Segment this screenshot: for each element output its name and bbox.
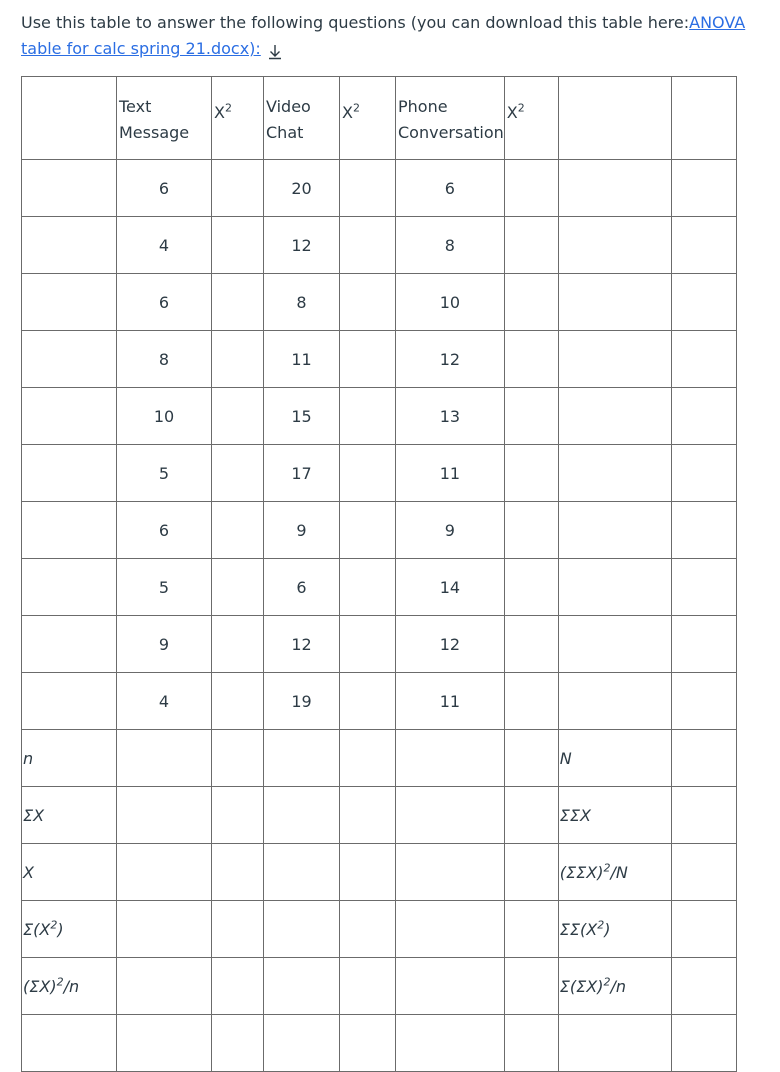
label-sum-sum-x: ΣΣX — [558, 787, 671, 844]
phone-conversation-value: 6 — [396, 160, 505, 217]
phone-conversation-value: 14 — [396, 559, 505, 616]
video-chat-value: 8 — [264, 274, 340, 331]
header-empty-cell — [558, 77, 671, 160]
summary-row-sq-sum — [22, 958, 737, 1015]
table-row — [22, 217, 737, 274]
table-row — [22, 160, 737, 217]
text-message-value: 4 — [117, 217, 212, 274]
table-row — [22, 616, 737, 673]
video-chat-value: 6 — [264, 559, 340, 616]
table-row-partial — [22, 1015, 737, 1072]
header-phone-conversation: Phone Conversation — [396, 77, 505, 160]
label-sum-squared-sum-over-n: $\Sigma(\Sigma X)^2/n$ — [558, 958, 671, 1015]
video-chat-value: 12 — [264, 616, 340, 673]
label-sum-x: ΣX — [22, 787, 117, 844]
intro-paragraph — [21, 10, 776, 62]
summary-row-sum-x — [22, 787, 737, 844]
table-row — [22, 673, 737, 730]
header-row — [22, 77, 737, 160]
label-N: N — [558, 730, 671, 787]
video-chat-value: 15 — [264, 388, 340, 445]
header-video-chat: Video Chat — [264, 77, 340, 160]
phone-conversation-value: 11 — [396, 445, 505, 502]
phone-conversation-value: 9 — [396, 502, 505, 559]
text-message-value: 9 — [117, 616, 212, 673]
video-chat-value: 19 — [264, 673, 340, 730]
text-message-value: 4 — [117, 673, 212, 730]
label-squared-sum-over-n: $(\Sigma X)^2/n$ — [22, 958, 117, 1015]
video-chat-value: 20 — [264, 160, 340, 217]
label-mean-x: X — [22, 844, 117, 901]
header-text-message: Text Message — [117, 77, 212, 160]
video-chat-value: 11 — [264, 331, 340, 388]
text-message-value: 10 — [117, 388, 212, 445]
video-chat-value: 17 — [264, 445, 340, 502]
summary-row-mean — [22, 844, 737, 901]
video-chat-value: 12 — [264, 217, 340, 274]
label-sum-sum-x-squared: $\Sigma\Sigma(X^2)$ — [558, 901, 671, 958]
phone-conversation-value: 12 — [396, 331, 505, 388]
text-message-value: 8 — [117, 331, 212, 388]
label-sum-x-squared: $\Sigma(X^2)$ — [22, 901, 117, 958]
table-row — [22, 502, 737, 559]
table-row — [22, 331, 737, 388]
phone-conversation-value: 8 — [396, 217, 505, 274]
header-empty-cell — [671, 77, 736, 160]
text-message-value: 5 — [117, 559, 212, 616]
text-message-value: 6 — [117, 502, 212, 559]
label-n: n — [22, 730, 117, 787]
header-x2-phone: $X^2$ — [504, 77, 558, 160]
phone-conversation-value: 10 — [396, 274, 505, 331]
download-arrow-icon[interactable] — [267, 42, 283, 58]
intro-text: Use this table to answer the following questions (you can download this table here: — [21, 13, 690, 32]
anova-table — [21, 76, 737, 1072]
header-empty-cell — [22, 77, 117, 160]
phone-conversation-value: 12 — [396, 616, 505, 673]
table-row — [22, 445, 737, 502]
video-chat-value: 9 — [264, 502, 340, 559]
header-x2-video: $X^2$ — [340, 77, 396, 160]
phone-conversation-value: 13 — [396, 388, 505, 445]
label-grand-correction: $(\Sigma\Sigma X)^2/N$ — [558, 844, 671, 901]
anova-table-download-link[interactable]: ANOVA table for calc spring 21.docx): — [21, 13, 746, 58]
table-row — [22, 274, 737, 331]
text-message-value: 6 — [117, 160, 212, 217]
header-x2-text: $X^2$ — [212, 77, 264, 160]
text-message-value: 5 — [117, 445, 212, 502]
text-message-value: 6 — [117, 274, 212, 331]
phone-conversation-value: 11 — [396, 673, 505, 730]
summary-row-sum-x2 — [22, 901, 737, 958]
table-row — [22, 388, 737, 445]
summary-row-n — [22, 730, 737, 787]
table-row — [22, 559, 737, 616]
